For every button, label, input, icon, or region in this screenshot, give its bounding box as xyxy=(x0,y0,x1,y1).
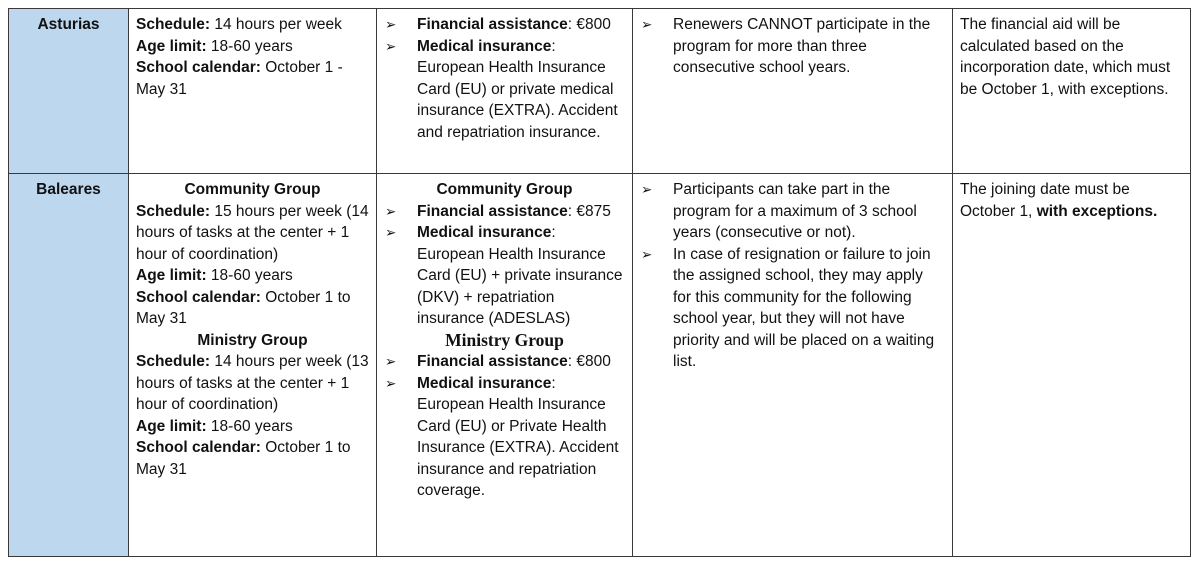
rule-text: Renewers CANNOT participate in the program for more than three consecutive school years. xyxy=(673,16,931,76)
field-value: 14 hours per week xyxy=(210,16,342,33)
benefits-list xyxy=(384,14,625,143)
field-label: Age limit: xyxy=(136,37,207,55)
benefits-list xyxy=(384,351,625,502)
arrow-bullet-icon: ➢ xyxy=(641,182,653,197)
benefit-value: : €800 xyxy=(567,16,611,33)
note-text: The financial aid will be calculated based on the incorporation date, which must be October 1, with exceptions. xyxy=(960,16,1171,98)
rule-text: In case of resignation or failure to join the assigned school, they may apply for this community for the following school year, but they will not have priority and will be placed on a waiting list. xyxy=(673,245,935,370)
field-value: October 1 to May 31 xyxy=(136,288,351,327)
field-value: 14 hours per week (13 hours of tasks at the center + 1 hour of coordination) xyxy=(136,353,369,413)
benefit-value: : European Health Insurance Card (EU) + private insurance (DKV) + repatriation insurance (ADESLAS) xyxy=(417,224,623,327)
table-row-asturias xyxy=(9,9,1191,174)
benefit-label: Medical insurance xyxy=(417,37,552,55)
schedule-line xyxy=(136,57,369,100)
rule-text: Participants can take part in the program for a maximum of 3 school years (consecutive or not). xyxy=(673,181,917,241)
rules-list xyxy=(640,179,945,373)
benefits-list xyxy=(384,201,625,330)
field-value: October 1 - May 31 xyxy=(136,59,343,98)
notes-cell xyxy=(953,174,1191,557)
schedule-line xyxy=(136,201,369,266)
group-heading: Community Group xyxy=(184,181,321,198)
arrow-bullet-icon: ➢ xyxy=(385,375,397,391)
program-comparison-table xyxy=(8,8,1191,557)
field-value: 15 hours per week (14 hours of tasks at the center + 1 hour of coordination) xyxy=(136,202,369,263)
arrow-bullet-icon: ➢ xyxy=(641,246,653,262)
region-name: Baleares xyxy=(36,181,101,198)
field-label: Schedule: xyxy=(136,202,211,220)
field-label: Schedule: xyxy=(136,353,211,370)
list-item xyxy=(384,201,625,223)
benefits-cell xyxy=(377,174,633,557)
note-text: The joining date must be October 1, xyxy=(960,181,1130,220)
participation-rules-cell xyxy=(633,9,953,174)
schedule-line xyxy=(136,36,369,58)
benefit-label: Medical insurance xyxy=(417,374,552,392)
list-item xyxy=(384,14,625,36)
rules-list xyxy=(640,14,945,79)
note-bold-text: with exceptions. xyxy=(1036,202,1158,220)
list-item xyxy=(640,244,945,373)
field-label: School calendar: xyxy=(136,439,261,456)
schedule-cell xyxy=(129,9,377,174)
list-item xyxy=(640,179,945,244)
benefit-label: Financial assistance xyxy=(417,16,568,33)
arrow-bullet-icon: ➢ xyxy=(385,354,397,369)
field-value: 18-60 years xyxy=(206,37,293,55)
benefit-value: : European Health Insurance Card (EU) or Private Health Insurance (EXTRA). Accident insurance and repatriation coverage. xyxy=(417,374,619,499)
arrow-bullet-icon: ➢ xyxy=(385,225,397,240)
benefit-value: : European Health Insurance Card (EU) or private medical insurance (EXTRA). Accident and repatriation insurance. xyxy=(417,37,618,141)
field-value: 18-60 years xyxy=(206,267,293,284)
schedule-line xyxy=(136,287,369,330)
schedule-line xyxy=(136,14,369,36)
list-item xyxy=(384,222,625,330)
group-heading: Community Group xyxy=(436,181,573,198)
arrow-bullet-icon: ➢ xyxy=(385,38,397,54)
field-label: School calendar: xyxy=(136,59,261,76)
arrow-bullet-icon: ➢ xyxy=(641,17,653,32)
schedule-line xyxy=(136,416,369,438)
region-cell xyxy=(9,174,129,557)
schedule-cell xyxy=(129,174,377,557)
schedule-line xyxy=(136,437,369,480)
group-heading: Ministry Group xyxy=(197,331,308,349)
region-cell xyxy=(9,9,129,174)
field-value: October 1 to May 31 xyxy=(136,439,351,478)
arrow-bullet-icon: ➢ xyxy=(385,203,397,219)
benefit-label: Medical insurance xyxy=(417,224,552,241)
participation-rules-cell xyxy=(633,174,953,557)
list-item xyxy=(640,14,945,79)
list-item xyxy=(384,373,625,502)
benefits-cell xyxy=(377,9,633,174)
field-value: 18-60 years xyxy=(206,417,293,435)
schedule-line xyxy=(136,265,369,287)
list-item xyxy=(384,351,625,373)
field-label: Schedule: xyxy=(136,16,211,33)
field-label: Age limit: xyxy=(136,267,207,284)
arrow-bullet-icon: ➢ xyxy=(385,17,397,32)
benefit-label: Financial assistance xyxy=(417,353,568,370)
table-row-baleares xyxy=(9,174,1191,557)
field-label: Age limit: xyxy=(136,417,207,435)
notes-cell xyxy=(953,9,1191,174)
benefit-value: : €875 xyxy=(567,202,611,220)
schedule-line xyxy=(136,351,369,416)
region-name: Asturias xyxy=(37,16,100,33)
benefit-label: Financial assistance xyxy=(417,202,568,220)
benefit-value: : €800 xyxy=(567,353,611,370)
field-label: School calendar: xyxy=(136,288,261,306)
list-item xyxy=(384,36,625,144)
group-heading: Ministry Group xyxy=(445,329,564,350)
